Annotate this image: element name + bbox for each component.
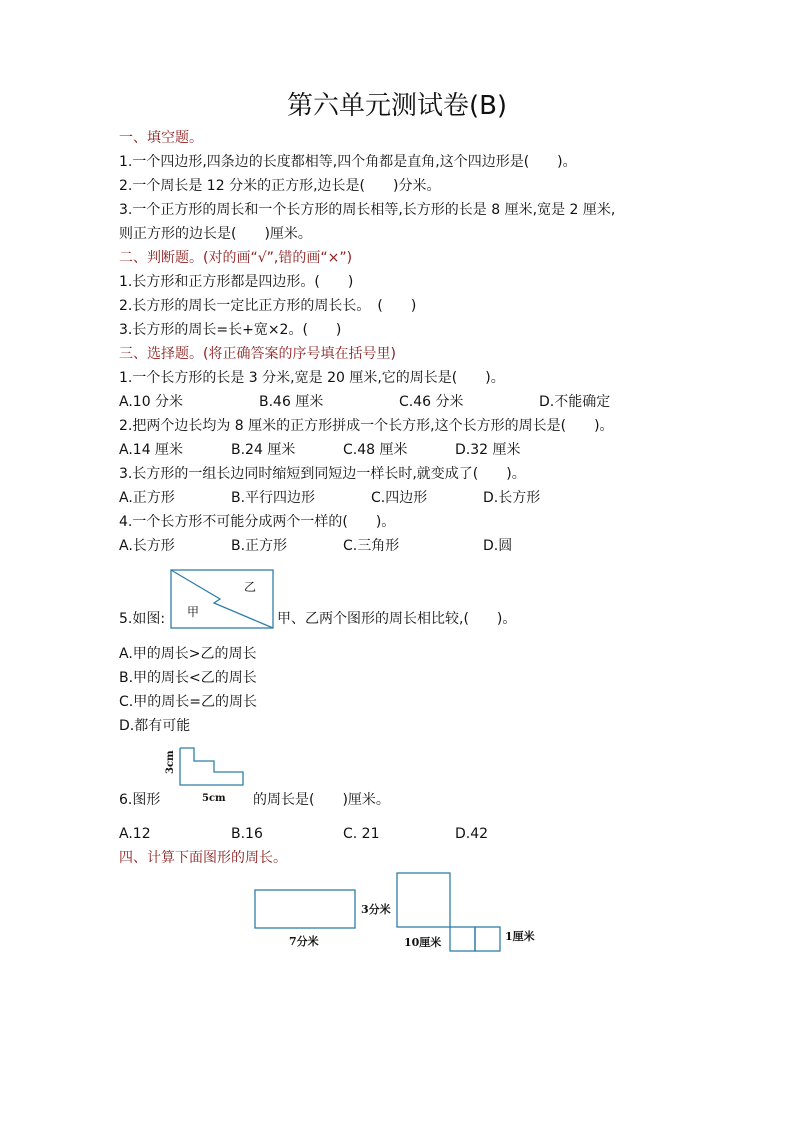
section-heading-true-false: 二、判断题。(对的画“√”,错的画“×”)	[119, 250, 353, 266]
small-square-2	[475, 927, 500, 951]
square-width-label: 10厘米	[404, 936, 442, 949]
option-3-6-a: A.12	[119, 826, 151, 842]
option-3-3-a: A.正方形	[119, 490, 175, 506]
option-3-1-a: A.10 分米	[119, 394, 184, 410]
perimeter-figures	[252, 866, 552, 958]
question-3-5-prefix: 5.如图:	[119, 611, 166, 627]
question-3-5-suffix: 甲、乙两个图形的周长相比较,( )。	[277, 611, 517, 627]
large-square-figure	[397, 873, 450, 927]
option-3-3-d: D.长方形	[483, 490, 541, 506]
option-3-1-c: C.46 分米	[399, 394, 464, 410]
staircase-figure	[164, 745, 248, 805]
rectangle-height-label: 3分米	[361, 903, 391, 916]
small-square-1	[450, 927, 475, 951]
option-3-5-c: C.甲的周长=乙的周长	[119, 694, 257, 710]
option-3-6-c: C. 21	[343, 826, 380, 842]
question-3-2: 2.把两个边长均为 8 厘米的正方形拼成一个长方形,这个长方形的周长是( )。	[119, 418, 614, 434]
figure-label-height: 3cm	[165, 750, 176, 774]
question-2-1: 1.长方形和正方形都是四边形。( )	[119, 274, 354, 290]
question-1-3-line1: 3.一个正方形的周长和一个长方形的周长相等,长方形的长是 8 厘米,宽是 2 厘米,	[119, 202, 616, 218]
option-3-3-c: C.四边形	[371, 490, 428, 506]
option-3-1-d: D.不能确定	[539, 394, 611, 410]
option-3-2-a: A.14 厘米	[119, 442, 184, 458]
question-1-2: 2.一个周长是 12 分米的正方形,边长是( )分米。	[119, 178, 441, 194]
rectangle-figure	[255, 890, 355, 928]
section-heading-multiple-choice: 三、选择题。(将正确答案的序号填在括号里)	[119, 346, 396, 362]
option-3-2-b: B.24 厘米	[231, 442, 296, 458]
rectangle-width-label: 7分米	[289, 935, 319, 948]
question-2-2: 2.长方形的周长一定比正方形的周长长。 ( )	[119, 298, 417, 314]
option-3-2-c: C.48 厘米	[343, 442, 408, 458]
question-3-4: 4.一个长方形不可能分成两个一样的( )。	[119, 514, 396, 530]
figure-label-jia: 甲	[187, 605, 200, 619]
figure-label-width: 5cm	[202, 793, 226, 804]
section-heading-fill-blank: 一、填空题。	[119, 130, 203, 146]
small-square-side-label: 1厘米	[505, 930, 535, 943]
option-3-5-b: B.甲的周长<乙的周长	[119, 670, 257, 686]
question-2-3: 3.长方形的周长=长+宽×2。( )	[119, 322, 342, 338]
question-3-1: 1.一个长方形的长是 3 分米,宽是 20 厘米,它的周长是( )。	[119, 370, 505, 386]
figure-label-yi: 乙	[244, 580, 257, 594]
option-3-4-d: D.圆	[483, 538, 513, 554]
question-3-6-suffix: 的周长是( )厘米。	[253, 792, 390, 808]
option-3-5-d: D.都有可能	[119, 718, 191, 734]
option-3-3-b: B.平行四边形	[231, 490, 316, 506]
split-rectangle-figure	[170, 569, 274, 629]
option-3-2-d: D.32 厘米	[455, 442, 521, 458]
option-3-6-b: B.16	[231, 826, 263, 842]
question-1-3-line2: 则正方形的边长是( )厘米。	[119, 226, 312, 242]
option-3-4-a: A.长方形	[119, 538, 175, 554]
question-3-3: 3.长方形的一组长边同时缩短到同短边一样长时,就变成了( )。	[119, 466, 526, 482]
question-1-1: 1.一个四边形,四条边的长度都相等,四个角都是直角,这个四边形是( )。	[119, 154, 577, 170]
option-3-4-b: B.正方形	[231, 538, 288, 554]
option-3-4-c: C.三角形	[343, 538, 400, 554]
section-heading-perimeter: 四、计算下面图形的周长。	[119, 850, 287, 866]
page-title: 第六单元测试卷(B)	[286, 91, 508, 121]
option-3-5-a: A.甲的周长>乙的周长	[119, 646, 257, 662]
question-3-6-prefix: 6.图形	[119, 792, 161, 808]
option-3-1-b: B.46 厘米	[259, 394, 324, 410]
option-3-6-d: D.42	[455, 826, 489, 842]
